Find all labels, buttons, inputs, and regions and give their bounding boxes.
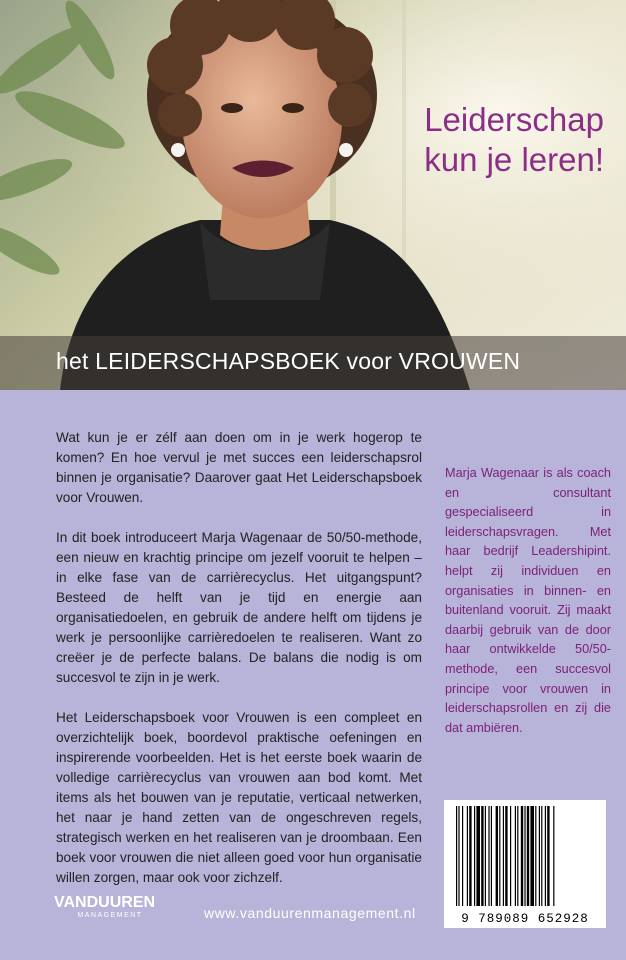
barcode-bar bbox=[491, 806, 492, 906]
title-band bbox=[0, 336, 626, 390]
barcode-bar bbox=[545, 806, 546, 906]
barcode-bar bbox=[499, 806, 500, 906]
barcode-bar bbox=[496, 806, 498, 906]
barcode-bar bbox=[485, 806, 486, 906]
barcode-bar bbox=[517, 806, 518, 906]
barcode-bar bbox=[481, 806, 483, 906]
barcode-bar bbox=[539, 806, 540, 906]
barcode-bar bbox=[547, 806, 549, 906]
barcode-bar bbox=[527, 806, 529, 906]
author-bio: Marja Wagenaar is als coach en consultant gespecialiseerd in leiderschapsvragen. Met haar bedrijf Leadershipint. helpt zij individuen en organisaties in binnen- en buitenland vooruit. Zij maakt daarbij gebruik van de door haar ontwikkelde 50/50-methode, een succesvol principe voor vrouwen in leiderschapsrollen en zij die dat ambiëren. bbox=[445, 466, 611, 735]
barcode-bar bbox=[535, 806, 536, 906]
barcode-bar bbox=[488, 806, 489, 906]
publisher-logo-sub: MANAGEMENT bbox=[77, 912, 143, 919]
author-photo bbox=[0, 0, 626, 390]
blurb-paragraph: Wat kun je er zélf aan doen om in je werk hogerop te komen? En hoe vervul je met succes een leiderschapsrol binnen je organisatie? Daarover gaat Het Leiderschapsboek voor Vrouwen. bbox=[56, 430, 422, 505]
book-title: het LEIDERSCHAPSBOEK voor VROUWEN bbox=[56, 348, 521, 374]
barcode-bar bbox=[530, 806, 534, 906]
barcode-bar bbox=[510, 806, 511, 906]
barcode-bar bbox=[469, 806, 471, 906]
barcode-bar bbox=[462, 806, 463, 906]
barcode-bar bbox=[476, 806, 480, 906]
barcode bbox=[444, 800, 606, 928]
barcode-bars bbox=[454, 806, 596, 906]
tagline bbox=[424, 100, 604, 180]
barcode-bar bbox=[524, 806, 525, 906]
tagline-line-2: kun je leren! bbox=[424, 141, 604, 178]
barcode-bar bbox=[505, 806, 507, 906]
barcode-bar bbox=[515, 806, 516, 906]
publisher-website: www.vanduurenmanagement.nl bbox=[204, 905, 416, 921]
blurb-paragraph: Het Leiderschapsboek voor Vrouwen is een compleet en overzichtelijk boek, boordevol praktische oefeningen en inspirerende voorbeelden. Het is het eerste boek waarin de volledige carrièrecyclus van vrouwen aan bod komt. Met items als het bouwen van je reputatie, verticaal netwerken, het naar je hand zetten van de ongeschreven regels, strategisch werken en het realiseren van je droombaan. Een boek voor vrouwen die niet alleen goed voor hun organisatie willen zorgen, maar ook voor zichzelf. bbox=[56, 710, 422, 885]
publisher-logo bbox=[54, 894, 172, 924]
barcode-bar bbox=[541, 806, 542, 906]
author-portrait-illustration bbox=[0, 0, 626, 390]
barcode-bar bbox=[553, 806, 554, 906]
blurb-paragraph: In dit boek introduceert Marja Wagenaar de 50/50-methode, een nieuw en krachtig principe om jezelf vooruit te helpen – in elke fase van de carrièrecyclus. Het uitgangspunt? Besteed de helft van je tijd en energie aan organisatiedoelen, en gebruik de andere helft om tijdens je werk je persoonlijke carrièredoelen te realiseren. Want zo creëer je de perfecte balans. De balans die nodig is om succesvol te zijn in je werk. bbox=[56, 530, 422, 685]
barcode-bar bbox=[458, 806, 459, 906]
barcode-bar bbox=[467, 806, 468, 906]
publisher-logo-main: VANDUUREN bbox=[54, 894, 156, 911]
barcode-bar bbox=[503, 806, 504, 906]
barcode-bar bbox=[521, 806, 523, 906]
blurb bbox=[56, 428, 422, 908]
barcode-bar bbox=[456, 806, 457, 906]
barcode-bar bbox=[474, 806, 475, 906]
barcode-number: 9 789089 652928 bbox=[461, 912, 589, 926]
tagline-line-1: Leiderschap bbox=[424, 101, 604, 138]
